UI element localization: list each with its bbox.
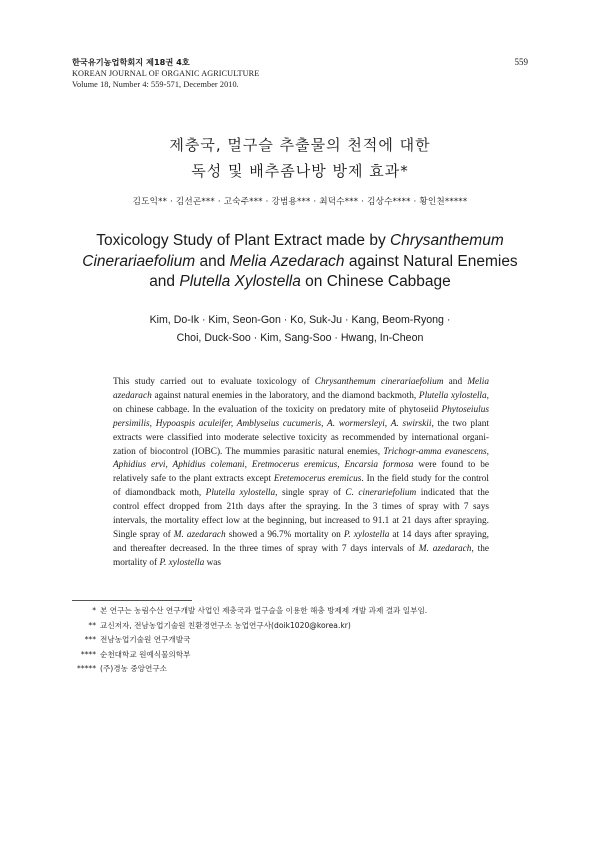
abstract-text: , single spray of [275, 488, 346, 499]
title-species: Melia Azedarach [229, 252, 345, 270]
footnote-mark: ** [88, 620, 96, 630]
journal-english-name: KOREAN JOURNAL OF ORGANIC AGRICULTURE [72, 69, 260, 78]
title-text: on Chinese Cabbage [300, 273, 451, 290]
abstract-species: M. azedarach [418, 543, 472, 554]
footnote-text: 전남농업기술원 연구개발국 [100, 635, 191, 644]
footnote [60, 662, 490, 677]
abstract-text: This study carried out to evaluate toxicology of [113, 377, 315, 387]
abstract-text: indicated that the control effect dropped from 21th days after the spraying. In the 3 times of spray with 7 says intervals, the mortality effect low at the beginning, but increased to 91.1 at 21 days after spraying. Single spray of [113, 488, 489, 540]
abstract-species: P. xylostella [159, 557, 205, 568]
footnote-divider [72, 600, 192, 601]
english-authors-line-2: Choi, Duck-Soo · Kim, Sang-Soo · Hwang, In-Cheon [176, 332, 424, 344]
footnote-mark: *** [84, 635, 96, 644]
footnote-mark: * [92, 606, 96, 615]
abstract-text: , the mortality of [113, 543, 489, 568]
korean-title-line-1: 제충국, 멀구슬 추출물의 천적에 대한 [169, 136, 431, 154]
footnote-text: 본 연구는 농림수산 연구개발 사업인 제충국과 멀구슬을 이용한 해충 방제제 개발 과제 결과 일부임. [100, 606, 428, 615]
abstract [113, 376, 489, 571]
footnote [60, 619, 490, 634]
abstract-species: C. cinerariefolium [345, 488, 417, 499]
abstract-text: . In the field study for the control of diamondback moth, [113, 474, 489, 499]
korean-title-line-2: 독성 및 배추좀나방 방제 효과* [191, 162, 409, 180]
english-title [60, 231, 540, 293]
abstract-text: and [443, 377, 468, 387]
abstract-species: Plutella xylostella [205, 488, 276, 499]
title-species: Chrysanthemum [390, 232, 504, 249]
abstract-text: against natural enemies in the laboratory, and the diamond backmoth, [151, 390, 419, 401]
abstract-text: , the two plant extracts were classified into moderate selective toxicity as recommended by international organi-zation of biocontrol (IOBC). The mummies parasitic natural enemies, [113, 418, 489, 457]
english-authors [70, 311, 530, 347]
footnote-text: 순천대학교 원예식물의학부 [100, 649, 191, 659]
english-authors-line-1: Kim, Do-Ik · Kim, Seon-Gon · Ko, Suk-Ju · Kang, Beom-Ryong · [149, 314, 451, 326]
korean-authors: 김도익** · 김선곤*** · 고숙주*** · 강범용*** · 최덕수*** · 김상수**** · 황인천***** [132, 197, 468, 207]
abstract-species: Trichogr-amma evanescens, Aphidius ervi, Aphidius colemani, Eretmocerus eremicus, Encarsia formosa [113, 446, 489, 471]
abstract-species: Plutella xylostella [418, 390, 487, 401]
abstract-text: at 14 days after spraying, and thereafter decreased. In the three times of spray with 7 days intervals of [113, 529, 490, 554]
korean-title [80, 132, 520, 184]
abstract-text: was [204, 557, 222, 568]
abstract-text: were found to be relatively safe to the plant extracts except [113, 460, 489, 485]
title-text: against Natural Enemies [344, 252, 518, 270]
abstract-text: showed a 96.7% mortality on [225, 529, 344, 540]
page-number: 559 [514, 57, 528, 67]
title-text: and [195, 252, 230, 270]
abstract-species: Phytoseiulus persimilis, Hypoaspis aculeifer, Amblyseius cucumeris, A. wormersleyi, A. swirskii [113, 404, 489, 429]
journal-volume-info: Volume 18, Number 4: 559-571, December 2010. [72, 80, 239, 89]
abstract-species: P. xylostella [343, 529, 390, 540]
footnote-text: 교신저자, 전남농업기술원 친환경연구소 농업연구사(doik1020@korea.kr) [100, 620, 351, 630]
footnote-mark: ***** [77, 664, 96, 673]
abstract-species: Melia azedarach [113, 377, 489, 401]
title-species: Cinerariaefolium [82, 252, 196, 270]
footnote [60, 604, 490, 619]
journal-header [72, 57, 432, 90]
footnote-text: (주)경농 중앙연구소 [100, 664, 168, 673]
title-text: Toxicology Study of Plant Extract made by [96, 232, 391, 249]
footnotes [60, 604, 490, 677]
abstract-species: M. azedarach [173, 529, 226, 540]
abstract-species: Chrysanthemum cinerariaefolium [314, 377, 444, 387]
footnote [60, 648, 490, 663]
journal-korean-name: 한국유기농업학회지 제18권 4호 [72, 57, 190, 67]
abstract-species: Eretemocerus eremicus [273, 474, 362, 485]
abstract-text: , on chinese cabbage. In the evaluation of the toxicity on predatory mite of phytoseiid [113, 390, 489, 415]
title-species: Plutella Xylostella [179, 273, 301, 290]
title-text: and [149, 273, 180, 290]
footnote-mark: **** [80, 649, 96, 659]
footnote [60, 633, 490, 648]
